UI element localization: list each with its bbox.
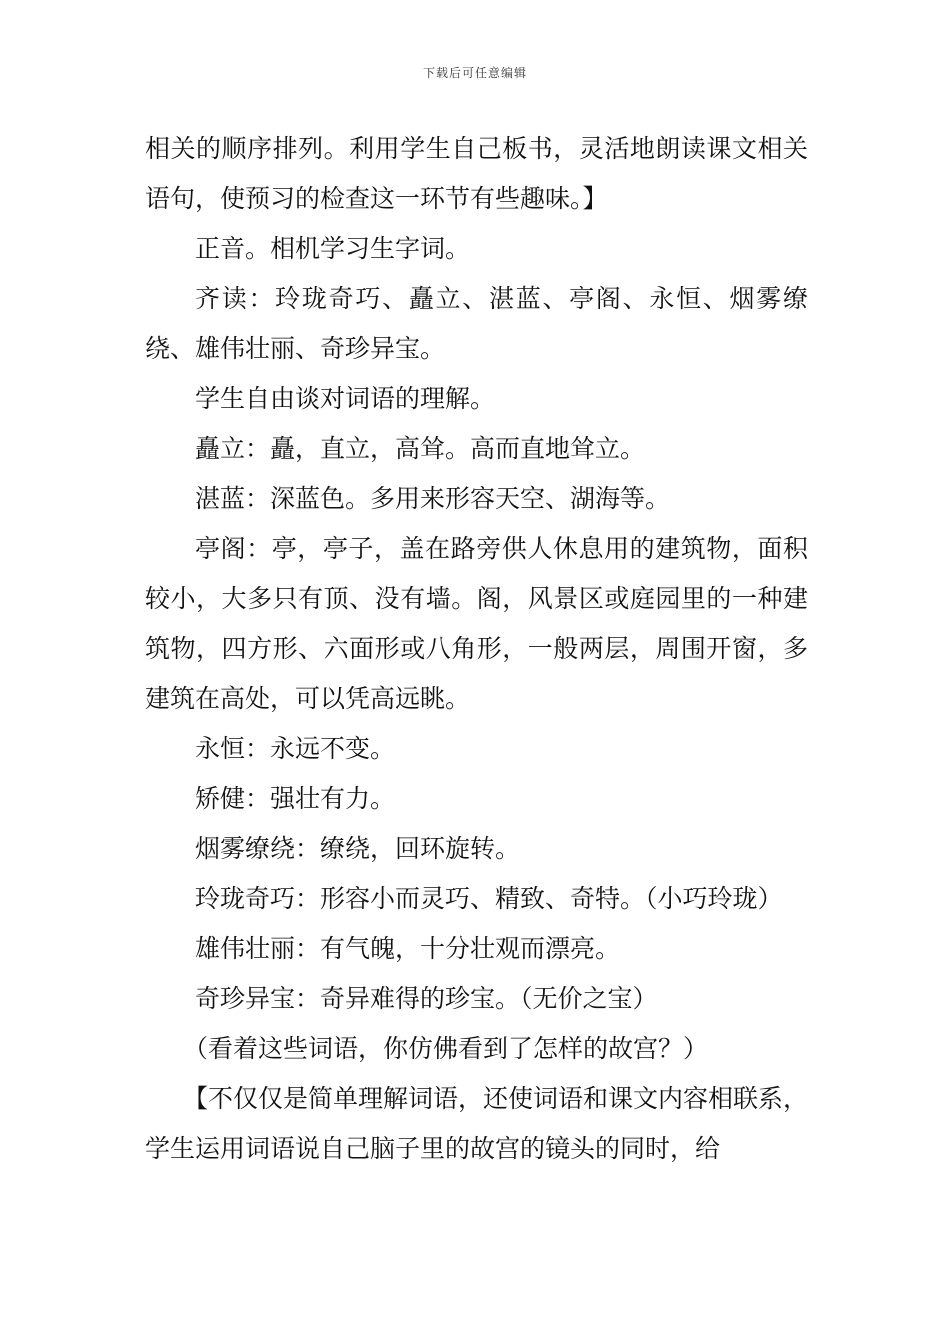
paragraph-4: 学生自由谈对词语的理解。	[195, 384, 496, 413]
paragraph-11: 玲珑奇巧：形容小而灵巧、精致、奇特。（小巧玲珑）	[195, 884, 783, 913]
paragraph-9: 矫健：强壮有力。	[195, 784, 396, 813]
paragraph-13: 奇珍异宝：奇异难得的珍宝。（无价之宝）	[195, 984, 658, 1013]
paragraph-2: 正音。相机学习生字词。	[195, 234, 471, 263]
paragraph-15: 【不仅仅是简单理解词语，还使词语和课文内容相联系，学生运用词语说自己脑子里的故宫的镜头的同时，给	[145, 1084, 809, 1163]
paragraph-5: 矗立：矗，直立，高耸。高而直地耸立。	[195, 434, 646, 463]
paragraph-7: 亭阁：亭，亭子，盖在路旁供人休息用的建筑物，面积较小，大多只有顶、没有墙。阁，风景区或庭园里的一种建筑物，四方形、六面形或八角形，一般两层，周围开窗，多建筑在高处，可以凭高远眺。	[145, 534, 808, 713]
page-header: 下载后可任意编辑	[422, 66, 527, 80]
paragraph-1: 相关的顺序排列。利用学生自己板书，灵活地朗读课文相关语句，使预习的检查这一环节有些趣味。】	[145, 134, 808, 213]
paragraph-8: 永恒：永远不变。	[195, 734, 396, 763]
paragraph-6: 湛蓝：深蓝色。多用来形容天空、湖海等。	[195, 484, 671, 513]
paragraph-3: 齐读：玲珑奇巧、矗立、湛蓝、亭阁、永恒、烟雾缭绕、雄伟壮丽、奇珍异宝。	[145, 284, 808, 363]
paragraph-14: （看着这些词语，你仿佛看到了怎样的故宫？）	[183, 1034, 709, 1063]
paragraph-10: 烟雾缭绕：缭绕，回环旋转。	[195, 834, 521, 863]
paragraph-12: 雄伟壮丽：有气魄，十分壮观而漂亮。	[195, 934, 621, 963]
document-body	[145, 124, 808, 1174]
